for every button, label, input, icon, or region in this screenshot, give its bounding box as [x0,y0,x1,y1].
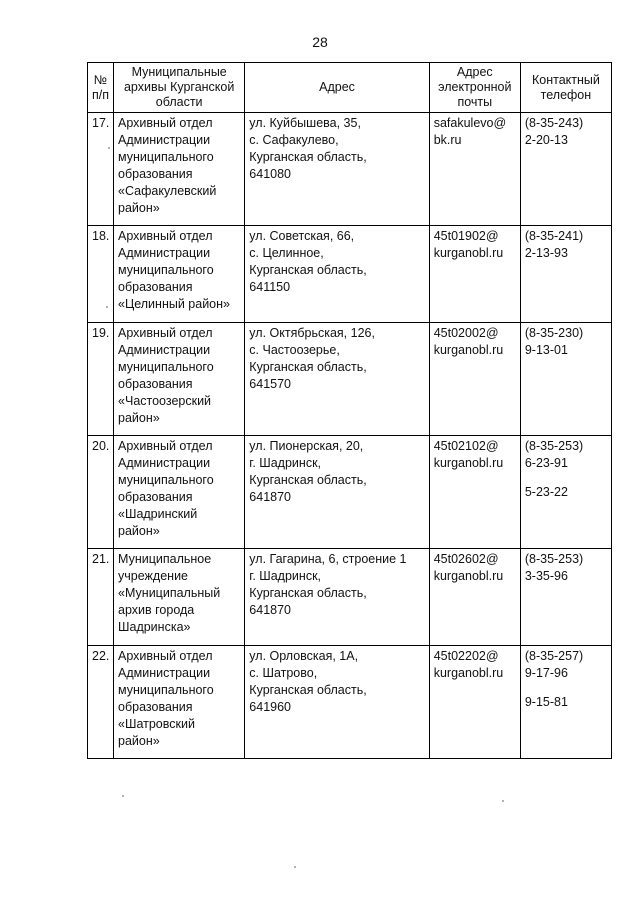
address-line: с. Шатрово, [249,666,318,680]
phone-line: 9-15-81 [524,695,568,709]
archive-name-line: «Шатровский [118,717,195,731]
address-cell [245,323,429,436]
phone-line: 3-35-96 [524,569,568,583]
header-number [88,63,114,113]
email-line: 45t02202@ [433,649,499,663]
table-row [88,436,612,549]
archive-name-line: Администрации [118,246,211,260]
email-line: kurganobl.ru [433,343,504,357]
scan-speck [108,147,110,149]
archive-name-line: Администрации [118,666,211,680]
archive-name-line: «Сафакулевский [118,184,217,198]
scan-speck [122,795,124,797]
archives-table [87,62,612,759]
archive-name-cell [114,436,245,549]
address-line: с. Целинное, [249,246,324,260]
scan-speck [294,866,296,868]
archive-name-line: район» [118,201,160,215]
archive-name-line: образования [118,377,193,391]
phone-line: 9-13-01 [524,343,568,357]
header-line: Адрес [319,80,355,94]
email-line: safakulevo@ [433,116,507,130]
phone-cell [520,226,611,323]
phone-cell [520,323,611,436]
header-phone [520,63,611,113]
page-number: 28 [312,34,328,50]
archive-name-line: Администрации [118,456,211,470]
email-cell [429,323,520,436]
address-cell [245,549,429,646]
address-line: Курганская область, [249,473,367,487]
row-number: 20. [88,436,114,549]
address-line: ул. Гагарина, 6, строение 1 [249,552,407,566]
row-number: 18. [88,226,114,323]
address-line: Курганская область, [249,360,367,374]
header-line: Адрес [456,65,493,79]
archive-name-line: образования [118,490,193,504]
header-line: почты [457,95,493,109]
scan-speck [106,306,108,308]
address-line: с. Сафакулево, [249,133,339,147]
table-row [88,323,612,436]
row-number: 21. [88,549,114,646]
table-row [88,646,612,759]
row-number: 22. [88,646,114,759]
address-line: ул. Советская, 66, [249,229,355,243]
email-line: 45t01902@ [433,229,499,243]
archive-name-line: муниципального [118,360,214,374]
archive-name-line: район» [118,411,160,425]
header-line: Муниципальные [131,65,227,79]
email-line: 45t02102@ [433,439,499,453]
scan-speck [502,800,504,802]
header-line: Контактный [531,72,600,87]
archive-name-line: район» [118,734,160,748]
archive-name-cell [114,226,245,323]
header-line: электронной [438,80,512,94]
row-number: 17. [88,113,114,226]
phone-gap [525,472,607,484]
header-line: № [93,72,108,87]
archive-name-line: Шадринска» [118,620,191,634]
phone-line: 5-23-22 [524,485,568,499]
phone-cell [520,436,611,549]
table-row [88,549,612,646]
phone-line: (8-35-257) [524,649,584,663]
phone-line: (8-35-243) [524,116,584,130]
phone-cell [520,549,611,646]
phone-cell [520,113,611,226]
address-line: с. Частоозерье, [249,343,340,357]
phone-line: 2-13-93 [524,246,568,260]
address-line: ул. Орловская, 1А, [249,649,359,663]
header-email [429,63,520,113]
email-cell [429,436,520,549]
archive-name-line: Архивный отдел [118,649,213,663]
email-cell [429,113,520,226]
address-line: 641870 [249,490,292,504]
archive-name-line: Администрации [118,343,211,357]
address-line: 641870 [249,603,292,617]
header-address [245,63,429,113]
archive-name-line: Архивный отдел [118,326,213,340]
archive-name-line: «Муниципальный [118,586,221,600]
address-cell [245,646,429,759]
archive-name-line: Архивный отдел [118,116,213,130]
phone-line: (8-35-230) [524,326,584,340]
address-line: г. Шадринск, [249,456,322,470]
email-cell [429,549,520,646]
table-row [88,113,612,226]
archive-name-line: образования [118,280,193,294]
header-line: телефон [540,87,592,102]
archive-name-cell [114,323,245,436]
address-line: 641570 [249,377,292,391]
archive-name-cell [114,113,245,226]
archive-name-line: архив города [118,603,195,617]
email-cell [429,226,520,323]
archive-name-line: муниципального [118,263,214,277]
email-line: bk.ru [433,133,462,147]
phone-line: (8-35-253) [524,439,584,453]
archive-name-line: «Целинный район» [118,297,230,311]
address-line: ул. Куйбышева, 35, [249,116,361,130]
address-line: 641150 [249,280,291,294]
address-line: г. Шадринск, [249,569,322,583]
email-line: 45t02002@ [433,326,499,340]
phone-line: 9-17-96 [524,666,568,680]
address-line: 641960 [249,700,292,714]
row-number: 19. [88,323,114,436]
email-line: kurganobl.ru [433,569,504,583]
phone-line: (8-35-241) [524,229,584,243]
archive-name-cell [114,646,245,759]
archive-name-line: Архивный отдел [118,439,213,453]
archive-name-line: муниципального [118,683,214,697]
address-cell [245,113,429,226]
archive-name-line: образования [118,700,193,714]
phone-line: 6-23-91 [524,456,568,470]
header-line: архивы Курганской [123,80,235,94]
address-line: Курганская область, [249,150,367,164]
archive-name-line: «Шадринский [118,507,198,521]
phone-cell [520,646,611,759]
address-line: Курганская область, [249,683,367,697]
phone-line: (8-35-253) [524,552,584,566]
archive-name-line: Муниципальное [118,552,212,566]
address-line: ул. Пионерская, 20, [249,439,364,453]
header-archive [114,63,245,113]
address-cell [245,226,429,323]
archive-name-line: «Частоозерский [118,394,212,408]
archive-name-line: образования [118,167,193,181]
email-cell [429,646,520,759]
archive-name-line: Администрации [118,133,211,147]
address-line: 641080 [249,167,292,181]
address-line: Курганская область, [249,586,367,600]
archive-name-line: учреждение [118,569,189,583]
table-row [88,226,612,323]
phone-gap [525,682,607,694]
archive-name-line: муниципального [118,150,214,164]
archive-name-line: район» [118,524,160,538]
archive-name-line: Архивный отдел [118,229,213,243]
address-line: ул. Октябрьская, 126, [249,326,375,340]
archive-name-cell [114,549,245,646]
address-cell [245,436,429,549]
email-line: kurganobl.ru [433,456,504,470]
header-line: области [155,95,203,109]
phone-line: 2-20-13 [524,133,568,147]
address-line: Курганская область, [249,263,367,277]
header-line: п/п [92,87,110,102]
archive-name-line: муниципального [118,473,214,487]
email-line: kurganobl.ru [433,666,504,680]
table-header-row [88,63,612,113]
email-line: kurganobl.ru [433,246,504,260]
email-line: 45t02602@ [433,552,499,566]
